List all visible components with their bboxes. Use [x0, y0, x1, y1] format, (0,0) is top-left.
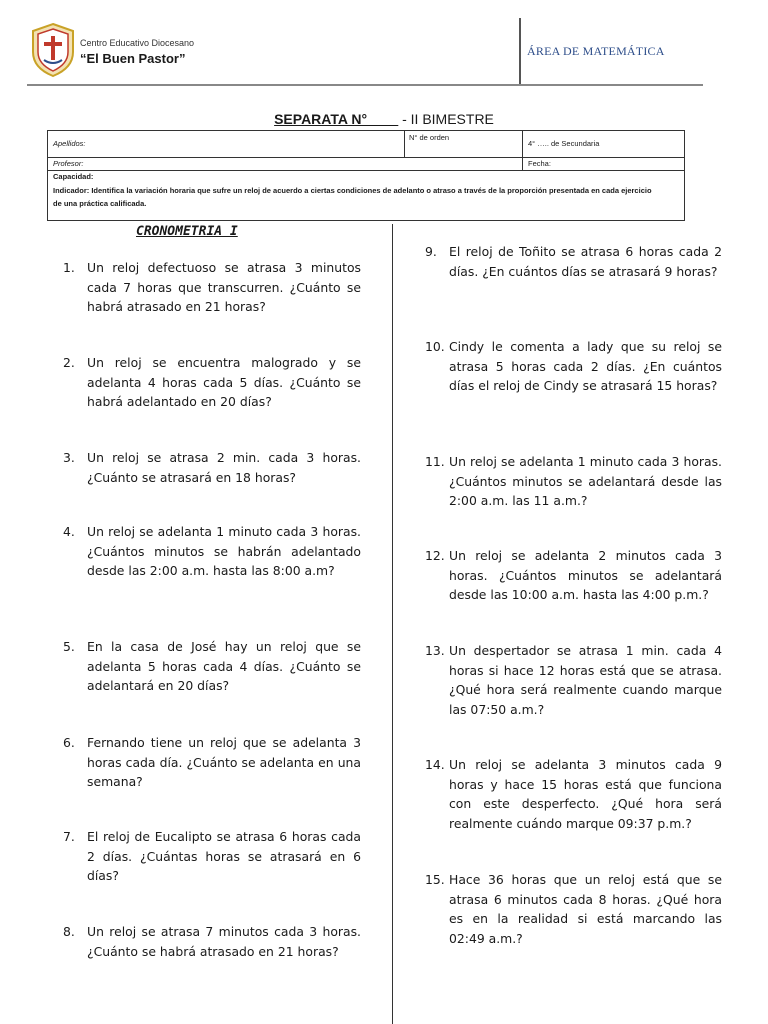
question-number: 1.: [63, 260, 75, 275]
document-title: [0, 111, 768, 127]
question-number: 6.: [63, 735, 75, 750]
info-row-3: [48, 171, 684, 221]
apellidos-label: Apellidos:: [53, 139, 86, 148]
question-text: Un reloj se adelanta 3 minutos cada 9 horas y hace 15 horas está que funciona con este desperfecto. ¿Qué hora será realmente cuándo marque 09:37 p.m.?: [449, 757, 722, 831]
question-text: Un despertador se atrasa 1 min. cada 4 horas si hace 12 horas está que se atrasa. ¿Qué hora será realmente cuando marque las 07:50 a.m.?: [449, 643, 722, 717]
question-number: 11.: [425, 454, 445, 469]
question-number: 8.: [63, 924, 75, 939]
grado-label: 4° ….. de Secundaria: [528, 139, 600, 148]
title-main: SEPARATA N°____: [274, 111, 399, 127]
school-crest-icon: [30, 22, 76, 78]
question-number: 9.: [425, 244, 437, 259]
school-main-name: “El Buen Pastor”: [80, 51, 186, 66]
question-number: 2.: [63, 355, 75, 370]
question-text: Un reloj defectuoso se atrasa 3 minutos cada 7 horas que transcurren. ¿Cuánto se habrá atrasado en 21 horas?: [87, 260, 361, 315]
capacidad-label: Capacidad:: [53, 172, 94, 181]
question-number: 13.: [425, 643, 445, 658]
header-divider-vertical: [519, 18, 521, 84]
info-table: [47, 130, 685, 221]
question-number: 12.: [425, 548, 445, 563]
orden-label: N° de orden: [409, 133, 450, 142]
question-text: Un reloj se adelanta 1 minuto cada 3 horas. ¿Cuántos minutos se adelantará desde las 2:00 a.m. las 11 a.m.?: [449, 454, 722, 509]
school-logo: [30, 22, 76, 78]
question-text: Hace 36 horas que un reloj está que se atrasa 6 minutos cada 8 horas. ¿Qué hora es en la realidad si está marcando las 02:49 a.m.?: [449, 872, 722, 946]
area-label: ÁREA DE MATEMÁTICA: [527, 44, 665, 58]
question-text: Un reloj se encuentra malogrado y se adelanta 4 horas cada 5 días. ¿Cuánto se habrá adelantado en 20 días?: [87, 355, 361, 410]
question-number: 4.: [63, 524, 75, 539]
question-text: El reloj de Toñito se atrasa 6 horas cada 2 días. ¿En cuántos días se atrasará 9 horas?: [449, 244, 722, 279]
info-row-1: [48, 131, 684, 158]
question-number: 10.: [425, 339, 445, 354]
info-row-2: [48, 158, 684, 171]
question-text: Cindy le comenta a lady que su reloj se atrasa 5 horas cada 2 días. ¿En cuántos días el reloj de Cindy se atrasará 15 horas?: [449, 339, 722, 394]
header-divider-horizontal: [27, 84, 703, 86]
indicador-text: Indicador: Identifica la variación horaria que sufre un reloj de acuerdo a ciertas condiciones de adelanto o atraso a través de la proporción presentada en cada ejercicio de una práctica calificada.: [53, 186, 652, 208]
question-number: 15.: [425, 872, 445, 887]
question-text: El reloj de Eucalipto se atrasa 6 horas cada 2 días. ¿Cuántas horas se atrasará en 6 días?: [87, 829, 361, 884]
school-name: Centro Educativo Diocesano: [80, 38, 195, 48]
title-sub: - II BIMESTRE: [398, 111, 494, 127]
question-text: En la casa de José hay un reloj que se adelanta 5 horas cada 4 días. ¿Cuánto se adelantará en 20 días?: [87, 639, 361, 694]
fecha-label: Fecha:: [528, 159, 551, 168]
question-number: 14.: [425, 757, 445, 772]
table-divider-2: [522, 131, 523, 171]
question-number: 5.: [63, 639, 75, 654]
profesor-label: Profesor:: [53, 159, 84, 168]
section-title: CRONOMETRIA I: [136, 224, 238, 239]
question-text: Un reloj se atrasa 7 minutos cada 3 horas. ¿Cuánto se habrá atrasado en 21 horas?: [87, 924, 361, 959]
question-text: Un reloj se atrasa 2 min. cada 3 horas. ¿Cuánto se atrasará en 18 horas?: [87, 450, 361, 485]
question-text: Un reloj se adelanta 2 minutos cada 3 horas. ¿Cuántos minutos se adelantará desde las 10:00 a.m. hasta las 4:00 p.m.?: [449, 548, 722, 603]
table-divider-1: [404, 131, 405, 158]
question-text: Un reloj se adelanta 1 minuto cada 3 horas. ¿Cuántos minutos se habrán adelantado desde las 2:00 a.m. hasta las 8:00 a.m?: [87, 524, 361, 579]
question-number: 3.: [63, 450, 75, 465]
question-number: 7.: [63, 829, 75, 844]
question-text: Fernando tiene un reloj que se adelanta 3 horas cada día. ¿Cuánto se adelanta en una semana?: [87, 735, 361, 790]
column-divider: [392, 224, 393, 1024]
